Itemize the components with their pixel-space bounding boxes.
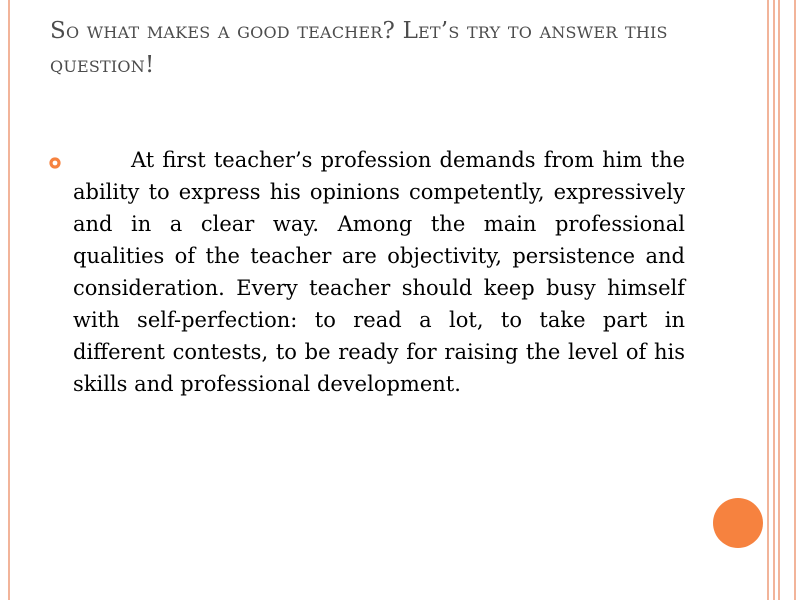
bullet-icon (46, 156, 64, 170)
right-border-line (794, 0, 796, 600)
slide-body-text: At first teacher’s profession demands from him the ability to express his opinions competently, expressively and in a clear way. Among the main professional qualities of the teacher are objectivity, persistence and consideration. Every teacher should keep busy himself with self-perfection: to read a lot, to take part in different contests, to be ready for raising the level of his skills and professional development. (73, 148, 685, 396)
right-border-line (778, 0, 780, 600)
left-border-line (8, 0, 10, 600)
decorative-circle (713, 498, 763, 548)
right-border-line (767, 0, 769, 600)
right-border-line (773, 0, 775, 600)
slide-title: So what makes a good teacher? Let’s try to answer this question! (50, 18, 668, 78)
